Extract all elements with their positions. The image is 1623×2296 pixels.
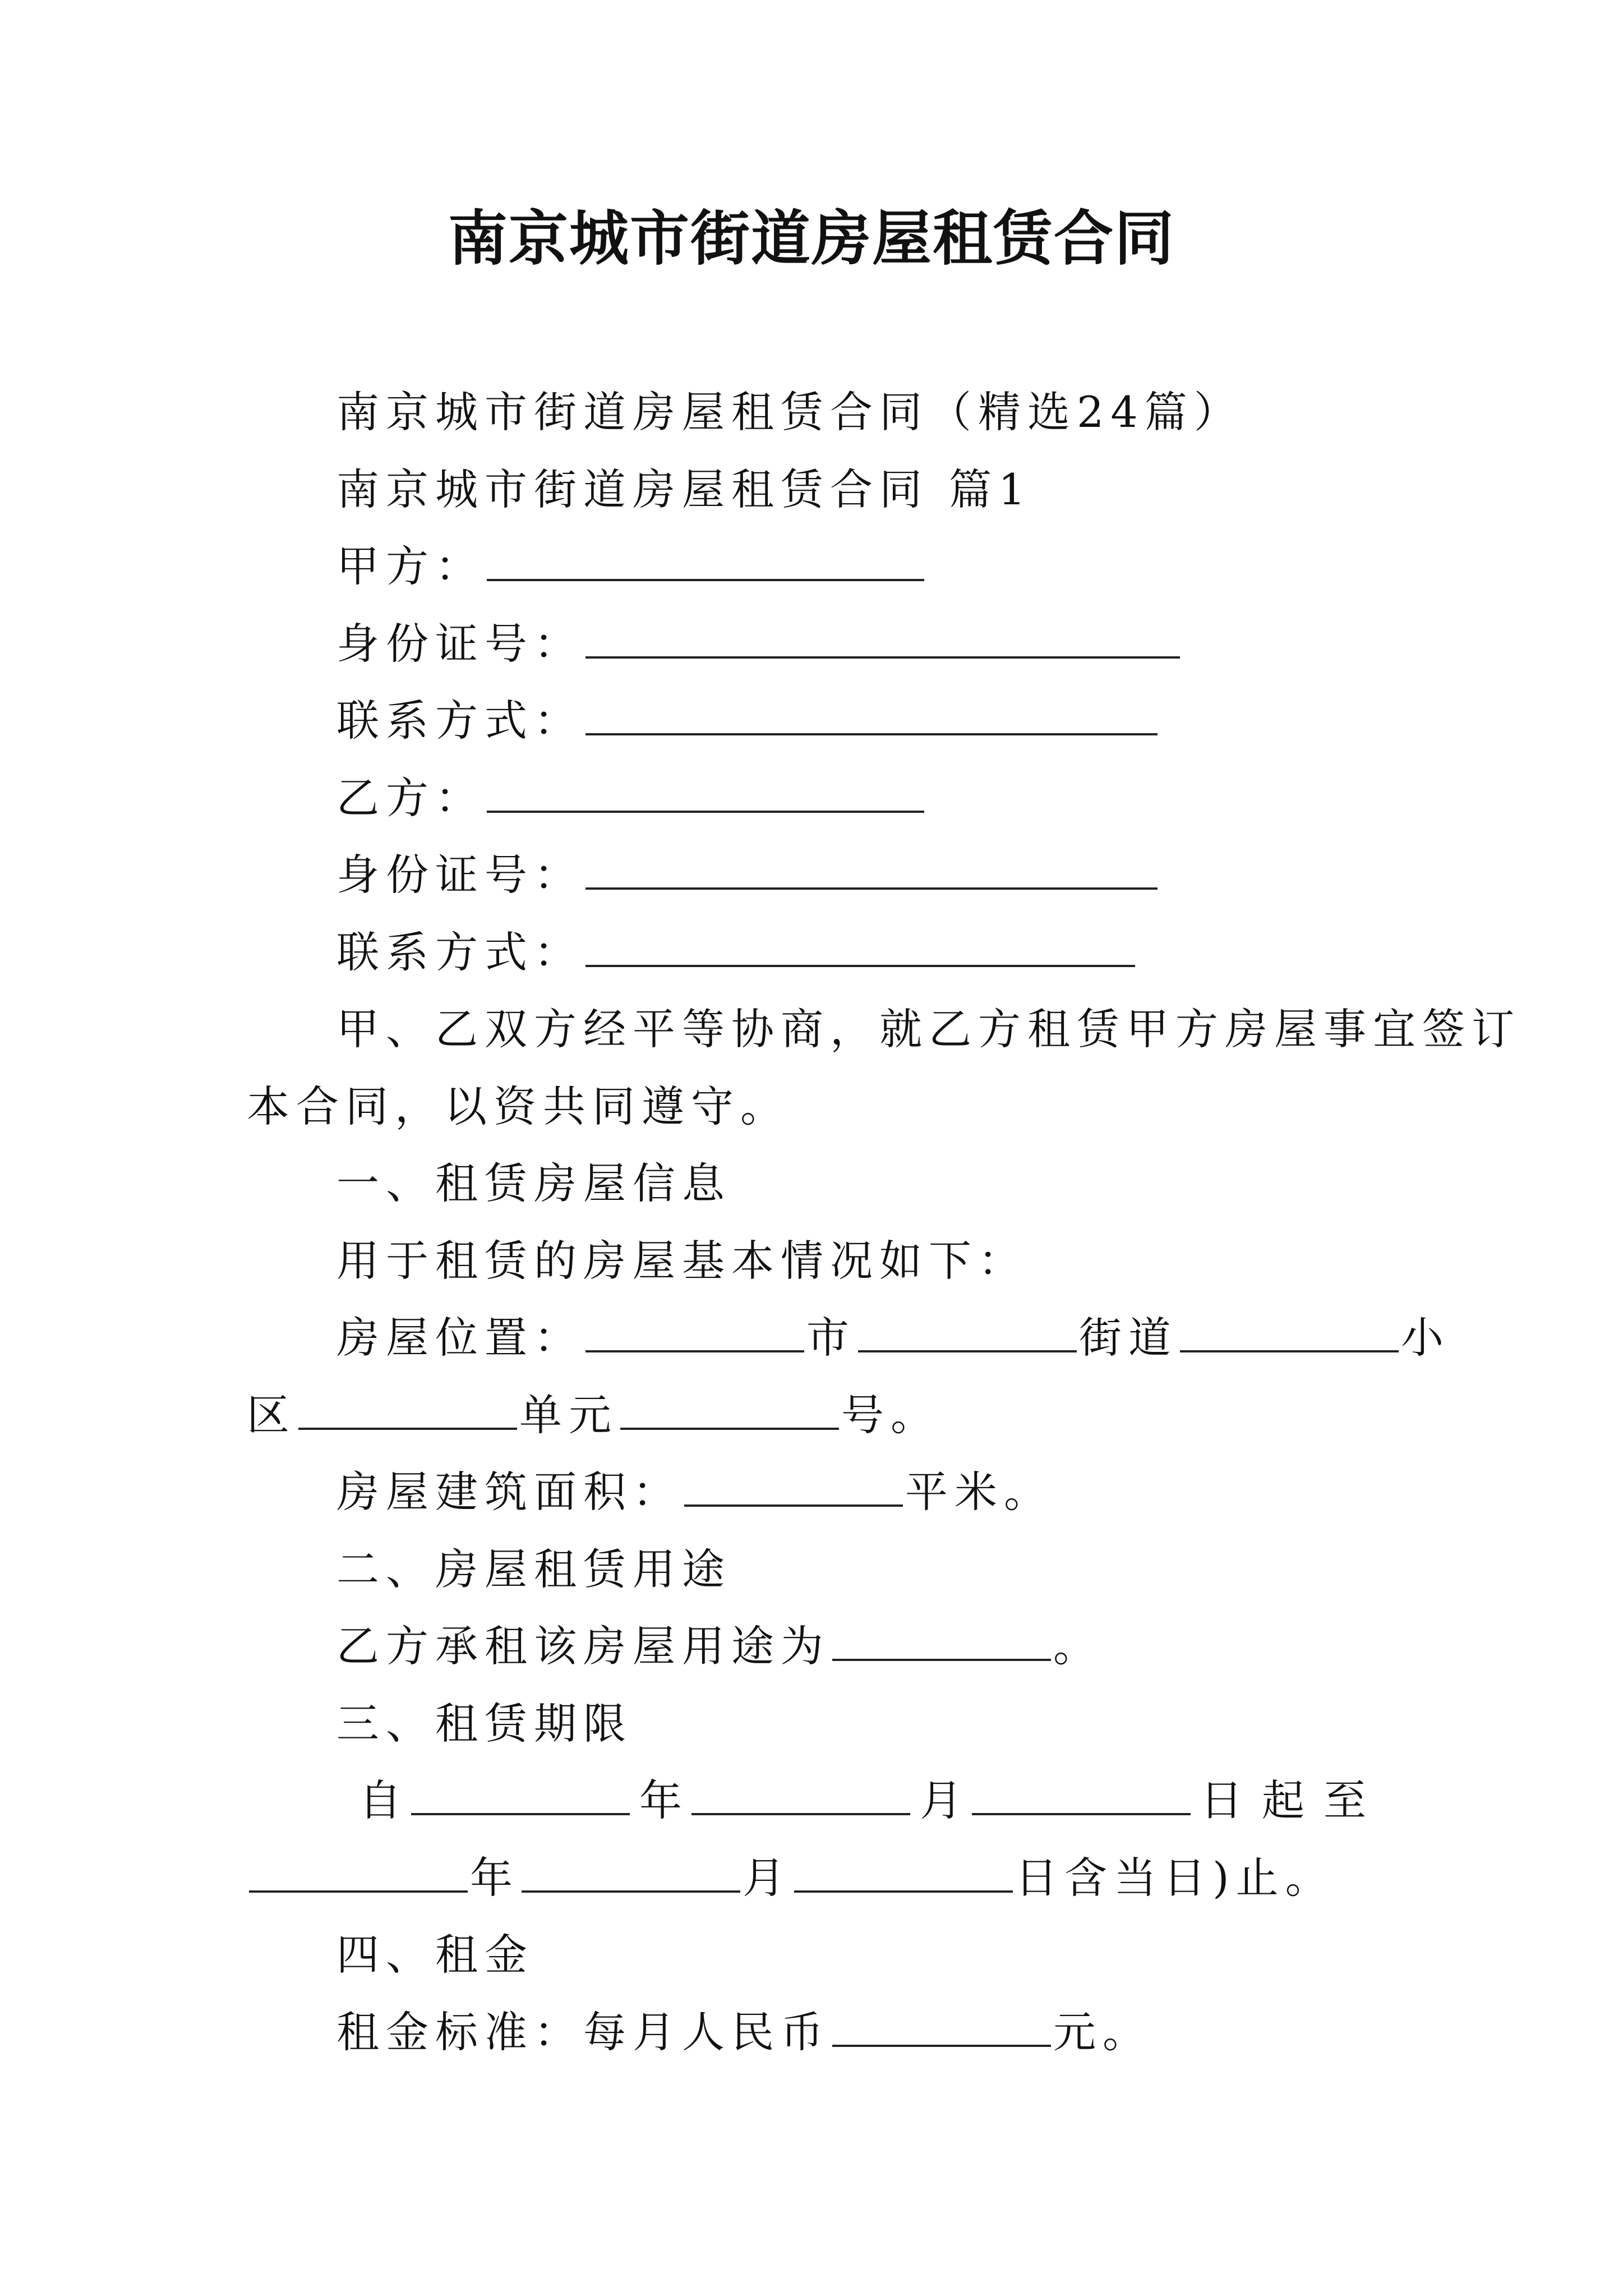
party-b-id-blank[interactable] [585, 853, 1158, 890]
community-text-part2: 区 [247, 1390, 296, 1440]
document-subtitle: 南京城市街道房屋租赁合同（精选24篇） [336, 387, 1243, 437]
section-1-heading: 一、租赁房屋信息 [336, 1158, 731, 1208]
party-b-line [336, 767, 926, 829]
party-b-contact-blank[interactable] [585, 930, 1135, 967]
section-4-heading: 四、租金 [336, 1930, 534, 1980]
area-label: 房屋建筑面积： [336, 1467, 682, 1517]
usage-end: 。 [1053, 1621, 1103, 1671]
term-line-1 [359, 1770, 1385, 1832]
intro-line-2: 本合同，以资共同遵守。 [247, 1082, 790, 1131]
usage-blank[interactable] [832, 1624, 1051, 1661]
rent-label: 租金标准：每月人民币 [336, 2007, 830, 2057]
start-day-blank[interactable] [972, 1778, 1191, 1815]
rent-unit: 元。 [1053, 2007, 1152, 2057]
term-year: 年 [639, 1775, 682, 1825]
building-blank[interactable] [298, 1393, 517, 1430]
party-a-contact-label: 联系方式： [336, 696, 583, 746]
term-month: 月 [920, 1775, 962, 1825]
rent-line [336, 2001, 1152, 2063]
rent-blank[interactable] [832, 2010, 1051, 2047]
party-a-id-blank[interactable] [585, 622, 1180, 659]
community-blank[interactable] [1180, 1315, 1399, 1352]
area-unit: 平米。 [905, 1467, 1053, 1517]
unit-text: 单元 [519, 1390, 618, 1440]
street-text: 街道 [1079, 1313, 1178, 1363]
location-line-2 [247, 1384, 940, 1446]
term-month-2: 月 [743, 1853, 792, 1903]
party-b-id-line [336, 844, 1160, 906]
party-b-id-label: 身份证号： [336, 850, 583, 900]
intro-line-1: 甲、乙双方经平等协商，就乙方租赁甲方房屋事宜签订 [336, 1004, 1521, 1054]
section-2-heading: 二、房屋租赁用途 [336, 1544, 731, 1594]
end-day-blank[interactable] [794, 1856, 1013, 1893]
start-month-blank[interactable] [691, 1778, 910, 1815]
city-text: 市 [806, 1313, 856, 1363]
number-text: 号。 [841, 1390, 940, 1440]
party-a-id-label: 身份证号： [336, 619, 583, 669]
term-from: 自 [359, 1775, 402, 1825]
term-end: 日含当日)止。 [1015, 1853, 1335, 1903]
start-year-blank[interactable] [411, 1778, 630, 1815]
end-month-blank[interactable] [522, 1856, 740, 1893]
party-b-label: 乙方： [336, 773, 485, 823]
unit-blank[interactable] [620, 1393, 839, 1430]
usage-line [336, 1616, 1103, 1677]
city-blank[interactable] [585, 1315, 804, 1352]
section-3-heading: 三、租赁期限 [336, 1699, 633, 1749]
party-a-contact-blank[interactable] [585, 698, 1158, 735]
location-line-1 [336, 1307, 1450, 1369]
location-label: 房屋位置： [336, 1313, 583, 1363]
party-a-id-line [336, 613, 1182, 675]
term-line-2 [247, 1847, 1335, 1909]
term-year-2: 年 [470, 1853, 519, 1903]
community-text-part1: 小 [1401, 1313, 1450, 1363]
party-a-contact-line [336, 690, 1160, 752]
party-a-label: 甲方： [336, 541, 485, 591]
usage-label: 乙方承租该房屋用途为 [336, 1621, 830, 1671]
party-b-contact-line [336, 922, 1137, 983]
area-line [336, 1461, 1053, 1523]
section-1-description: 用于租赁的房屋基本情况如下： [336, 1236, 1027, 1286]
document-title: 南京城市街道房屋租赁合同 [448, 203, 1175, 273]
party-b-contact-label: 联系方式： [336, 927, 583, 977]
party-a-blank[interactable] [487, 544, 924, 581]
street-blank[interactable] [858, 1315, 1077, 1352]
term-day-start: 日起至 [1200, 1775, 1385, 1825]
section-heading: 南京城市街道房屋租赁合同 篇1 [336, 464, 1032, 514]
area-blank[interactable] [684, 1470, 903, 1507]
end-year-blank[interactable] [249, 1856, 468, 1893]
party-b-blank[interactable] [487, 776, 924, 813]
party-a-line [336, 536, 926, 597]
